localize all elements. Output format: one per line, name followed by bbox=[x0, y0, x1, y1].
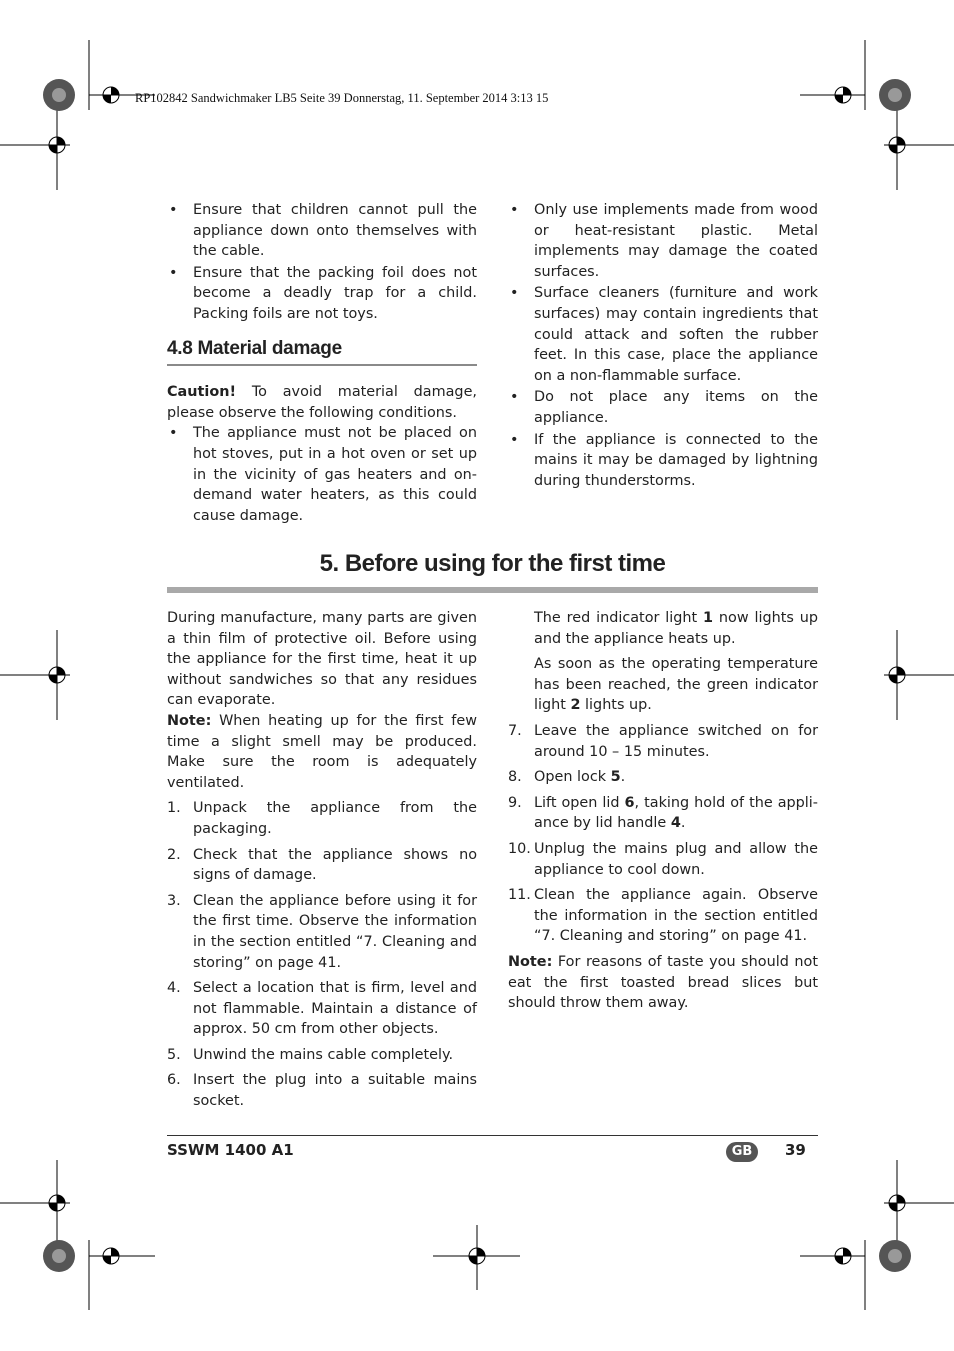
text-run: As soon as the operating temperature has been reached, the green indicator light bbox=[534, 656, 818, 714]
list-item: • Ensure that children cannot pull the appliance down onto themselves with the cable. bbox=[167, 200, 477, 262]
note-paragraph bbox=[167, 711, 477, 793]
text-run: Lift open lid bbox=[534, 794, 625, 811]
list-item: • Surface cleaners (furniture and work surfaces) may contain ingredients that could attack and soften the rubber feet. In this case, place the appliance on a non-flammable surface. bbox=[508, 283, 818, 386]
language-badge: GB bbox=[726, 1142, 758, 1162]
note-text: When heating up for the first few time a slight smell may be produced. Make sure the room is adequately ventilated. bbox=[167, 712, 477, 791]
step-number: 8. bbox=[508, 769, 522, 786]
list-item: • Only use implements made from wood or heat-resistant plastic. Metal implements may damage the coated surfaces. bbox=[508, 200, 818, 282]
steps-list-continued bbox=[508, 721, 818, 947]
text-run: lights up. bbox=[580, 697, 652, 714]
list-item: • Do not place any items on the appliance. bbox=[508, 387, 818, 428]
ref-number: 5 bbox=[610, 769, 621, 786]
safety-bullet-list bbox=[167, 200, 477, 325]
text-run: Open lock bbox=[534, 769, 611, 786]
chapter-title: 5. Before using for the first time bbox=[319, 550, 666, 577]
step-text: Insert the plug into a suitable mains socket. bbox=[193, 1072, 477, 1110]
right-column-top bbox=[508, 200, 818, 492]
list-item bbox=[508, 767, 818, 788]
caution-label: Caution! bbox=[167, 384, 237, 401]
list-item bbox=[167, 978, 477, 1040]
step-number: 9. bbox=[508, 794, 522, 811]
note-paragraph bbox=[508, 952, 818, 1014]
list-item bbox=[167, 845, 477, 886]
step-number: 7. bbox=[508, 722, 522, 739]
step-text: Check that the appliance shows no signs of damage. bbox=[193, 846, 477, 884]
note-text: For reasons of taste you should not eat the first toasted bread slices but should throw them away. bbox=[508, 953, 818, 1012]
section-title: 4.8 Material damage bbox=[167, 337, 342, 359]
section-heading bbox=[167, 339, 477, 367]
step-number: 10. bbox=[508, 840, 531, 857]
footer-model: SSWM 1400 A1 bbox=[167, 1141, 294, 1159]
left-column-bottom bbox=[167, 608, 477, 1117]
print-meta-line: RP102842 Sandwichmaker LB5 Seite 39 Donnerstag, 11. September 2014 3:13 15 bbox=[135, 91, 549, 105]
caution-text: To avoid material damage, please observe the following conditions. bbox=[167, 384, 477, 421]
page-number: 39 bbox=[785, 1141, 806, 1159]
list-item: • The appliance must not be placed on hot stoves, put in a hot oven or set up in the vicinity of gas heaters and on-demand water heaters, as this could cause damage. bbox=[167, 423, 477, 526]
list-item bbox=[167, 891, 477, 973]
steps-list bbox=[167, 798, 477, 1111]
caution-paragraph bbox=[167, 382, 477, 423]
step-text: Select a location that is firm, level and not flammable. Maintain a distance of approx. 50 cm from other objects. bbox=[193, 980, 477, 1038]
ref-number: 2 bbox=[570, 697, 581, 714]
step-number: 5. bbox=[167, 1046, 181, 1063]
list-item bbox=[508, 793, 818, 834]
step-number: 4. bbox=[167, 980, 181, 997]
step-text: Unwind the mains cable completely. bbox=[193, 1046, 454, 1063]
step-continuation bbox=[508, 608, 818, 649]
list-item bbox=[167, 1045, 477, 1066]
step-continuation bbox=[508, 654, 818, 716]
text-run: The red indicator light bbox=[534, 610, 704, 626]
left-column-top bbox=[167, 200, 477, 527]
section-rule bbox=[167, 364, 477, 366]
step-number: 2. bbox=[167, 846, 181, 863]
material-bullet-list-2 bbox=[508, 200, 818, 491]
intro-paragraph: During manufacture, many parts are given a thin film of protective oil. Before using the appliance for the first time, heat it up without sandwiches so that any residues can evaporate. bbox=[167, 610, 477, 709]
list-item bbox=[508, 721, 818, 762]
list-item bbox=[508, 885, 818, 947]
step-number: 3. bbox=[167, 892, 181, 909]
step-text: Clean the appliance before using it for the first time. Observe the information in the section entitled “7. Cleaning and storing” on page 41. bbox=[193, 892, 477, 971]
text-run: . bbox=[620, 769, 626, 786]
step-number: 1. bbox=[167, 800, 181, 817]
ref-number: 4 bbox=[670, 815, 681, 832]
step-text: Clean the appliance again. Observe the information in the section entitled “7. Cleaning and storing” on page 41. bbox=[534, 887, 818, 945]
list-item bbox=[508, 839, 818, 880]
step-text: Leave the appliance switched on for around 10 – 15 minutes. bbox=[534, 722, 818, 760]
text-run: , taking hold of the appli-ance by lid handle bbox=[534, 794, 818, 832]
step-number: 11. bbox=[508, 887, 531, 904]
note-label: Note: bbox=[167, 712, 212, 729]
step-text: Unplug the mains plug and allow the appliance to cool down. bbox=[534, 840, 818, 878]
list-item: • If the appliance is connected to the mains it may be damaged by lightning during thunderstorms. bbox=[508, 430, 818, 492]
text-run: now lights up and the appliance heats up. bbox=[534, 610, 818, 647]
list-item bbox=[167, 798, 477, 839]
step-text: Unpack the appliance from the packaging. bbox=[193, 800, 477, 837]
footer-rule bbox=[167, 1135, 818, 1136]
step-number: 6. bbox=[167, 1072, 181, 1089]
right-column-bottom bbox=[508, 608, 818, 1014]
ref-number: 6 bbox=[624, 794, 635, 811]
text-run: . bbox=[680, 815, 686, 832]
material-bullet-list bbox=[167, 423, 477, 526]
list-item bbox=[167, 1070, 477, 1111]
ref-number: 1 bbox=[703, 610, 714, 626]
list-item: • Ensure that the packing foil does not become a deadly trap for a child. Packing foils are not toys. bbox=[167, 263, 477, 325]
note-label: Note: bbox=[508, 953, 553, 970]
chapter-rule bbox=[167, 587, 818, 593]
